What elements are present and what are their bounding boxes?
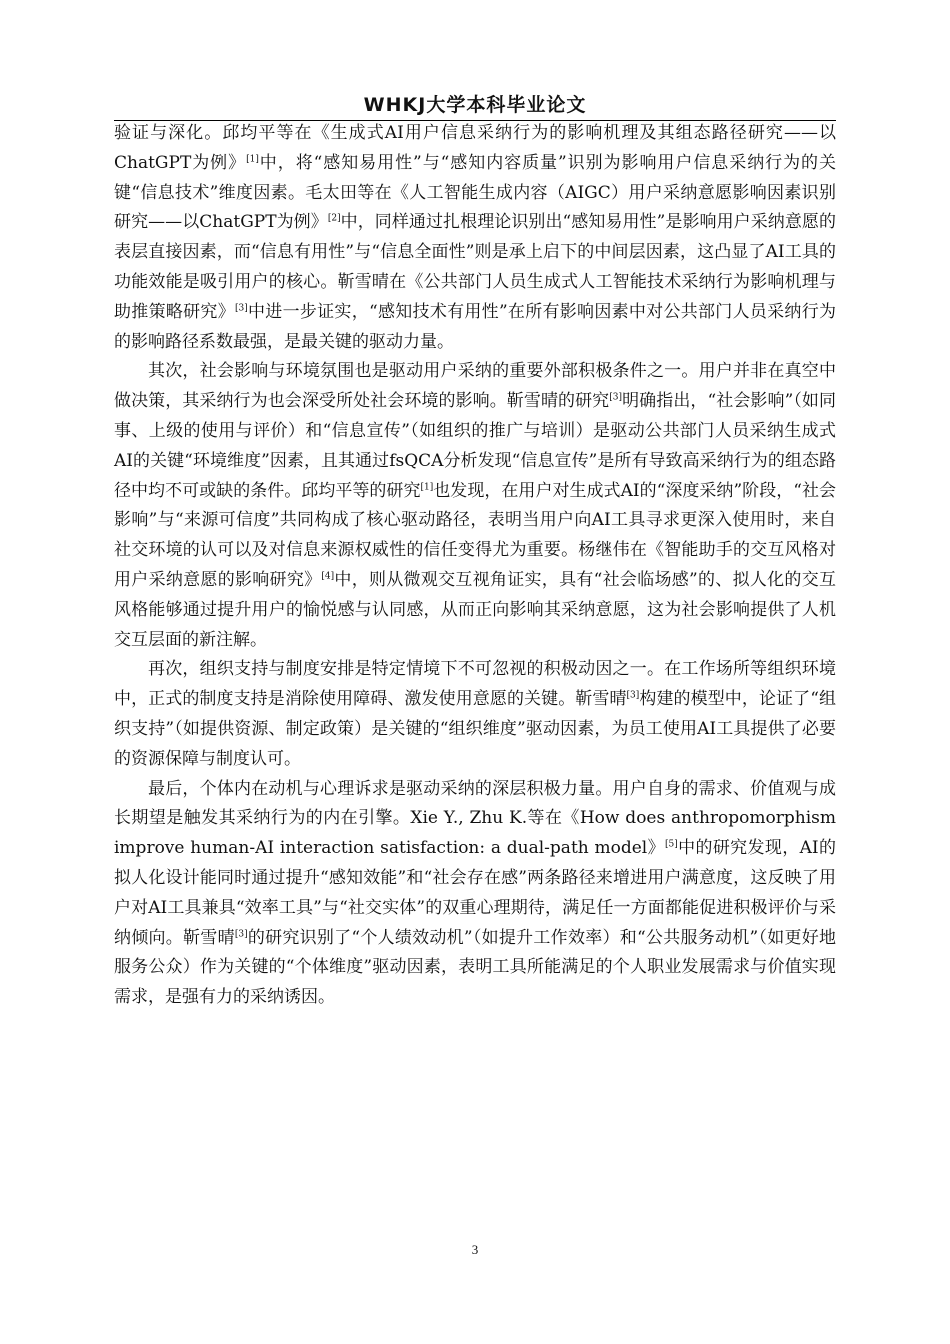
text-segment: 构建的模型中，论证了“组织支持”（如提供资源、制定政策）是关键的“组织维度”驱动因素，为员工使用AI工具提供了必要的资源保障与制度认可。: [114, 689, 837, 769]
citation-marker: [3]: [626, 690, 640, 701]
text-segment: 的研究识别了“个人绩效动机”（如提升工作效率）和“公共服务动机”（如更好地服务公众）作为关键的“个体维度”驱动因素，表明工具所能满足的个人职业发展需求与价值实现需求，是强有力的采纳诱因。: [114, 927, 836, 1008]
citation-marker: [1]: [246, 154, 259, 165]
page-number-label: 3: [471, 1242, 479, 1257]
page-header: [114, 92, 836, 121]
text-segment: 中，将“感知易用性”与“感知内容质量”识别为影响用户信息采纳行为的关键“信息技术”维度因素。毛太田等在《人工智能生成内容（AIGC）用户采纳意愿影响因素识别研究——以ChatGPT为例》: [114, 152, 836, 233]
body-text: [114, 119, 836, 1013]
text-segment: 中进一步证实，“感知技术有用性”在所有影响因素中对公共部门人员采纳行为的影响路径系数最强，是最关键的驱动力量。: [114, 301, 836, 352]
citation-marker: [3]: [234, 929, 248, 940]
text-segment: 也发现，在用户对生成式AI的“深度采纳”阶段，“社会影响”与“来源可信度”共同构成了核心驱动路径，表明当用户向AI工具寻求更深入使用时，来自社交环境的认可以及对信息来源权威性的信任变得尤为重要。杨继伟在《智能助手的交互风格对用户采纳意愿的影响研究》: [114, 480, 836, 590]
paragraph: [114, 357, 836, 655]
paragraph: [114, 119, 836, 357]
paragraph: [114, 655, 836, 774]
text-segment: 中，则从微观交互视角证实，具有“社会临场感”的、拟人化的交互风格能够通过提升用户的愉悦感与认同感，从而正向影响其采纳意愿，这为社会影响提供了人机交互层面的新注解。: [114, 569, 836, 650]
text-segment: 中，同样通过扎根理论识别出“感知易用性”是影响用户采纳意愿的表层直接因素，而“信息有用性”与“信息全面性”则是承上启下的中间层因素，这凸显了AI工具的功能效能是吸引用户的核心。靳雪晴在《公共部门人员生成式人工智能技术采纳行为影响机理与助推策略研究》: [114, 212, 836, 322]
text-segment: 其次，社会影响与环境氛围也是驱动用户采纳的重要外部积极条件之一。用户并非在真空中做决策，其采纳行为也会深受所处社会环境的影响。靳雪晴的研究: [114, 361, 836, 412]
citation-marker: [3]: [609, 392, 623, 403]
citation-marker: [4]: [321, 571, 335, 582]
citation-marker: [2]: [327, 214, 341, 225]
paragraph: [114, 775, 836, 1013]
text-segment: 明确指出，“社会影响”（如同事、上级的使用与评价）和“信息宣传”（如组织的推广与培训）是驱动公共部门人员采纳生成式AI的关键“环境维度”因素，且其通过fsQCA分析发现“信息宣传”是所有导致高采纳行为的组态路径中均不可或缺的条件。邱均平等的研究: [114, 391, 836, 501]
citation-marker: [1]: [420, 482, 434, 493]
header-title: WHKJ大学本科毕业论文: [363, 94, 587, 116]
text-segment: 验证与深化。邱均平等在《生成式AI用户信息采纳行为的影响机理及其组态路径研究——以ChatGPT为例》: [114, 123, 836, 173]
text-segment: 中的研究发现，AI的拟人化设计能同时通过提升“感知效能”和“社会存在感”两条路径来增进用户满意度，这反映了用户对AI工具兼具“效率工具”与“社交实体”的双重心理期待，满足任一方面都能促进积极评价与采纳倾向。靳雪晴: [114, 838, 836, 948]
page-number: [0, 1242, 950, 1258]
citation-marker: [5]: [664, 839, 678, 850]
text-segment: 再次，组织支持与制度安排是特定情境下不可忽视的积极动因之一。在工作场所等组织环境中，正式的制度支持是消除使用障碍、激发使用意愿的关键。靳雪晴: [114, 659, 836, 710]
citation-marker: [3]: [234, 303, 248, 314]
text-segment: 最后，个体内在动机与心理诉求是驱动采纳的深层积极力量。用户自身的需求、价值观与成长期望是触发其采纳行为的内在引擎。Xie Y., Zhu K.等在《How does anthropomorphism improve human-AI interaction satisfaction: a dual-path model》: [114, 778, 836, 859]
